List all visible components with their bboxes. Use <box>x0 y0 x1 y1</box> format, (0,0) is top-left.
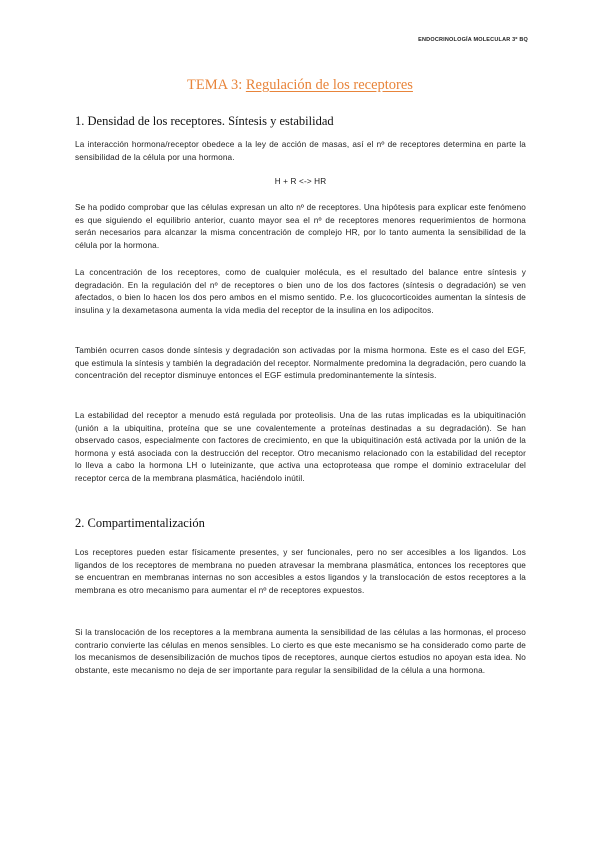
paragraph: La concentración de los receptores, como de cualquier molécula, es el resultado del balance entre síntesis y degradación. En la regulación del nº de receptores o bien uno de los dos factores (síntesis o degradación) se ven afectados, o bien lo hacen los dos pero ambos en el mismo sentido. P.e. los glucocorticoides aumentan la síntesis de insulina y la dexametasona aumenta la vida media del receptor de la insulina en los adipocitos. <box>75 268 526 315</box>
title-prefix: TEMA 3: <box>187 77 243 93</box>
paragraph: También ocurren casos donde síntesis y degradación son activadas por la misma hormona. Este es el caso del EGF, que estimula la síntesis y también la degradación del receptor. Normalmente predomina la degradación, pero cuando la concentración del receptor disminuye entonces el EGF estimula predominantemente la síntesis. <box>75 346 526 381</box>
course-header: ENDOCRINOLOGÍA MOLECULAR 3º BQ <box>418 37 528 43</box>
paragraph: Los receptores pueden estar físicamente presentes, y ser funcionales, pero no ser accesibles a los ligandos. Los ligandos de los receptores de membrana no pueden atravesar la membrana plasmática, entonces los receptores que se encuentran en membranas internas no son accesibles a estos ligandos y la translocación de estos receptores a la membrana es otro mecanismo para aumentar el nº de receptores expuestos. <box>75 548 526 595</box>
paragraph: Se ha podido comprobar que las células expresan un alto nº de receptores. Una hipótesis para explicar este fenómeno es que siguiendo el equilibrio anterior, cuanto mayor sea el nº de receptores menores requerimientos de hormona serán necesarios para alcanzar la misma concentración de complejo HR, por lo tanto aumenta la sensibilidad de la célula por la hormona. <box>75 203 526 250</box>
page-title <box>0 77 600 94</box>
section-1-heading: 1. Densidad de los receptores. Síntesis y estabilidad <box>75 114 334 128</box>
paragraph: La estabilidad del receptor a menudo está regulada por proteolisis. Una de las rutas implicadas es la ubiquitinación (unión a la ubiquitina, proteína que se une covalentemente a proteínas destinadas a su degradación). Se han observado casos, especialmente con factores de crecimiento, en que la ubiquitinación está activada por la unión de la hormona y está asociada con la destrucción del receptor. Otro mecanismo relacionado con la estabilidad del receptor lo lleva a cabo la hormona LH o luteinizante, que activa una ectoproteasa que rompe el dominio extracelular del receptor cerca de la membrana plasmática, haciéndolo inútil. <box>75 411 526 483</box>
title-main: Regulación de los receptores <box>245 77 413 93</box>
paragraph: Si la translocación de los receptores a la membrana aumenta la sensibilidad de las células a las hormonas, el proceso contrario convierte las células en menos sensibles. Lo cierto es que este mecanismo se ha considerado como parte de los mecanismos de desensibilización de muchos tipos de receptores, aunque ciertos estudios no apoyan esta idea. No obstante, este mecanismo no deja de ser importante para regular la sensibilidad de la célula a una hormona. <box>75 628 526 675</box>
equation: H + R <-> HR <box>274 177 327 186</box>
paragraph: La interacción hormona/receptor obedece a la ley de acción de masas, así el nº de receptores determina en parte la sensibilidad de la célula por una hormona. <box>75 140 526 162</box>
section-2-heading: 2. Compartimentalización <box>75 516 205 530</box>
